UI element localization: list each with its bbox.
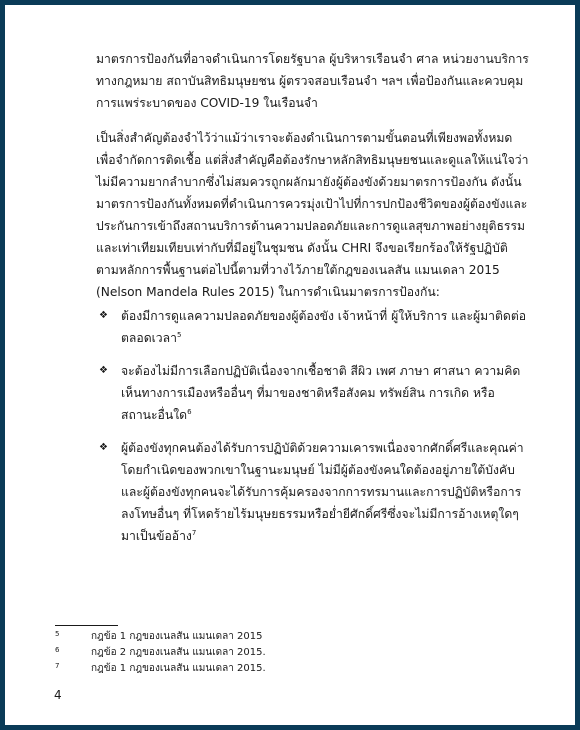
footnote — [55, 645, 525, 661]
principles-paragraph: เป็นสิ่งสำคัญต้องจำไว้ว่าแม้ว่าเราจะต้องดำเนินการตามขั้นตอนที่เพียงพอทั้งหมดเพื่อจำกัดการติดเชื้อ แต่สิ่งสำคัญคือต้องรักษาหลักสิทธิมนุษยชนและดูแลให้แน่ใจว่าไม่มีความยากลำบากซึ่งไม่สมควรถูกผลักมายังผู้ต้องขังด้วยมาตรการป้องกัน ดังนั้น มาตรการป้องกันทั้งหมดที่ดำเนินการควรมุ่งเป้าไปที่การปกป้องชีวิตของผู้ต้องขังและประกันการเข้าถึงสถานบริการด้านความปลอดภัยและการดูแลสุขภาพอย่างยุติธรรมและเท่าเทียมเทียบเท่ากับที่มีอยู่ในชุมชน ดังนั้น CHRI จึงขอเรียกร้องให้รัฐปฏิบัติตามหลักการพื้นฐานต่อไปนี้ตามที่วางไว้ภายใต้กฎของเนลสัน แมนเดลา 2015 (Nelson Mandela Rules 2015) ในการดำเนินมาตรการป้องกัน: — [96, 131, 529, 299]
list-item-text: ผู้ต้องขังทุกคนต้องได้รับการปฏิบัติด้วยความเคารพเนื่องจากศักดิ์ศรีและคุณค่าโดยกำเนิดของพวกเขาในฐานะมนุษย์ ไม่มีผู้ต้องขังคนใดต้องอยู่ภายใต้บังคับและผู้ต้องขังทุกคนจะได้รับการคุ้มครองจากการทรมานและการปฏิบัติหรือการลงโทษอื่นๆ ที่โหดร้ายไร้มนุษยธรรมหรือย่ำยีศักดิ์ศรีซึ่งจะไม่มีการอ้างเหตุใดๆ มาเป็นข้ออ้าง — [121, 441, 524, 543]
footnote-number: 5 — [55, 630, 60, 638]
footnote-number: 6 — [55, 646, 60, 654]
footnote-ref[interactable]: 6 — [187, 407, 192, 416]
list-item-text: จะต้องไม่มีการเลือกปฏิบัติเนื่องจากเชื้อชาติ สีผิว เพศ ภาษา ศาสนา ความคิดเห็นทางการเมืองหรืออื่นๆ ที่มาของชาติหรือสังคม ทรัพย์สิน การเกิด หรือสถานะอื่นใด — [121, 364, 521, 422]
footnotes — [55, 629, 525, 677]
page-number: 4 — [54, 688, 62, 702]
footnote-text: กฎข้อ 2 กฎของเนลสัน แมนเดลา 2015. — [91, 647, 266, 658]
diamond-bullet-icon: ❖ — [99, 310, 108, 321]
list-item-text: ต้องมีการดูแลความปลอดภัยของผู้ต้องขัง เจ้าหน้าที่ ผู้ให้บริการ และผู้มาติดต่อตลอดเวลา — [121, 309, 527, 345]
footnote-ref[interactable]: 7 — [191, 528, 197, 537]
footnote-number: 7 — [55, 662, 60, 670]
footnote-text: กฎข้อ 1 กฎของเนลสัน แมนเดลา 2015. — [91, 663, 266, 674]
footnote-text: กฎข้อ 1 กฎของเนลสัน แมนเดลา 2015 — [91, 631, 263, 642]
body-content — [96, 48, 529, 558]
footnote-divider — [55, 625, 118, 626]
diamond-bullet-icon: ❖ — [99, 442, 108, 453]
footnote — [55, 629, 525, 645]
list-item — [96, 437, 529, 547]
diamond-bullet-icon: ❖ — [99, 365, 108, 376]
document-page — [5, 5, 575, 725]
list-item — [96, 360, 529, 426]
footnote-ref[interactable]: 5 — [176, 330, 182, 339]
footnote — [55, 661, 525, 677]
principles-list — [96, 305, 529, 547]
list-item — [96, 305, 529, 349]
intro-paragraph: มาตรการป้องกันที่อาจดำเนินการโดยรัฐบาล ผู้บริหารเรือนจำ ศาล หน่วยงานบริการทางกฎหมาย สถาบันสิทธิมนุษยชน ผู้ตรวจสอบเรือนจำ ฯลฯ เพื่อป้องกันและควบคุมการแพร่ระบาดของ COVID-19 ในเรือนจำ — [96, 52, 529, 110]
